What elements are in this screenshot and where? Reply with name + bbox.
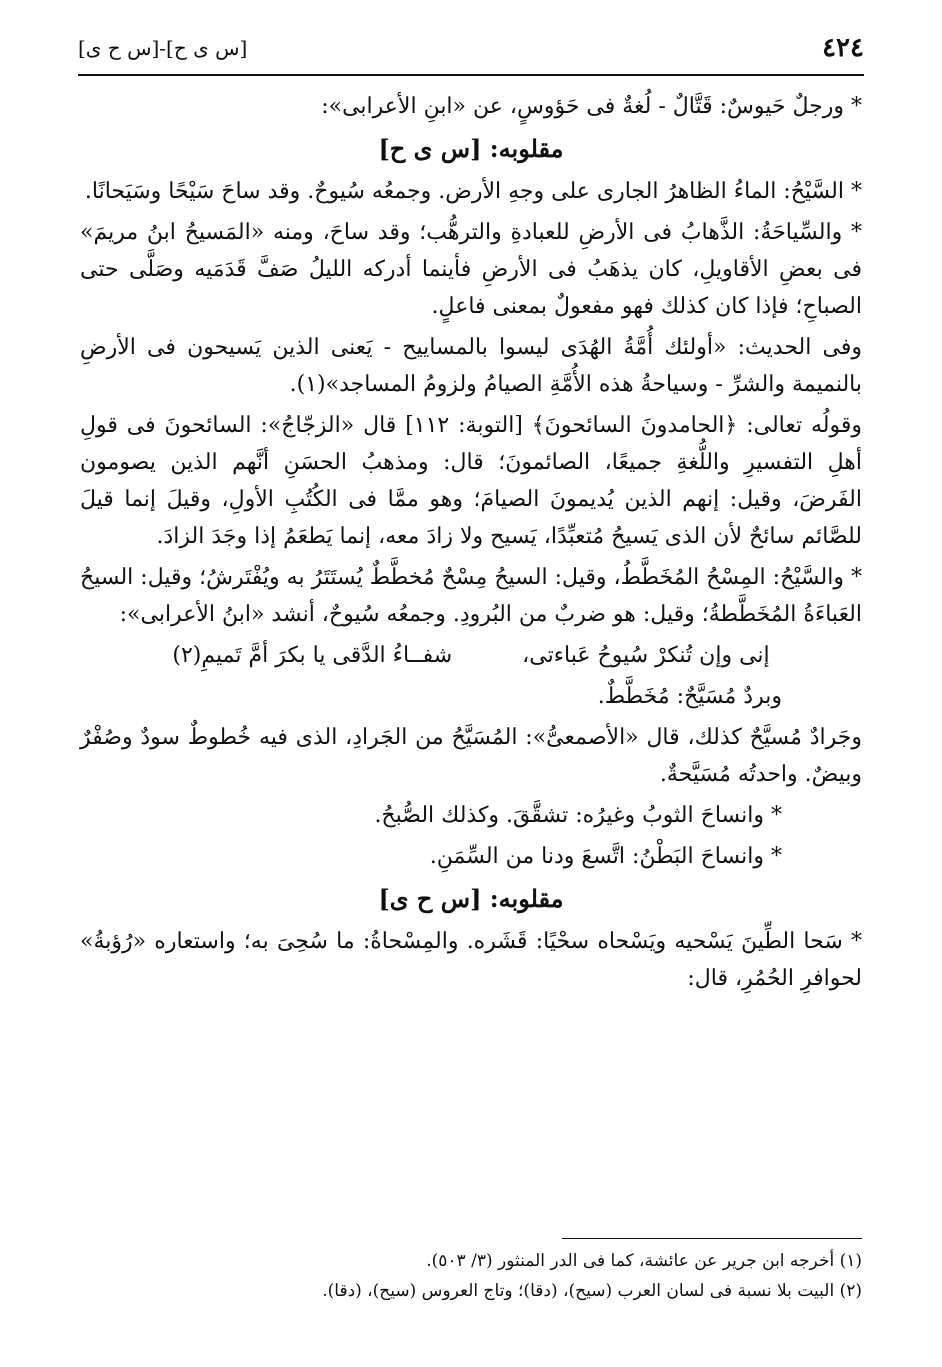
paragraph: * السَّيْحُ: الماءُ الظاهرُ الجارى على وجهِ الأرض. وجمعُه سُيوحٌ. وقد ساحَ سَيْحًا وسَيَحانًا. [84,179,862,204]
paragraph: وفى الحديث: «أولئك أُمَّةُ الهُدَى ليسوا بالمساييح - يَعنى الذين يَسيحون فى الأرضِ بالنميمة والشرِّ - وسياحةُ هذه الأُمَّةِ الصيامُ ولزومُ المساجد»(١). [80,335,862,397]
page-number: ٤٢٤ [822,33,864,63]
running-head: [س ى ح]-[س ح ى] [78,36,248,60]
footnote: (١) أخرجه ابن جرير عن عائشة، كما فى الدر المنثور (٣/ ٥٠٣). [426,1251,862,1271]
paragraph: * ورجلٌ حَيوسٌ: قَتَّالٌ - لُغةٌ فى حَؤوسٍ، عن «ابنِ الأعرابى»: [321,94,862,119]
footnote: (٢) البيت بلا نسبة فى لسان العرب (سيح)، (دقا)؛ وتاج العروس (سيح)، (دقا). [322,1281,862,1301]
paragraph: * والسِّياحَةُ: الذَّهابُ فى الأرضِ للعبادةِ والترهُّب؛ وقد ساحَ، ومنه «المَسيحُ ابنُ مريمَ» فى بعضِ الأقاويلِ، كان يذهَبُ فى الأرضِ فأينما أدركه الليلُ صَفَّ قَدَمَيه وصَلَّى حتى الصباحِ؛ فإذا كان كذلك فهو مفعولٌ بمعنى فاعلٍ. [80,220,862,319]
footnotes [80,1246,862,1306]
paragraph: * سَحا الطِّينَ يَسْحيه ويَسْحاه سحْيًا: قَشَره. والمِسْحاةُ: ما سُحِىَ به؛ واستعاره «رُؤبةُ» لحوافرِ الحُمُرِ، قال: [80,929,862,991]
footnote-divider [562,1238,862,1239]
paragraph: وبردٌ مُسَيَّحٌ: مُخَطَّطٌ. [597,684,782,709]
main-text [80,88,862,1001]
section-heading: مقلوبه: [س ى ح] [378,134,564,163]
poetry-verse [80,637,862,674]
paragraph: وقولُه تعالى: ﴿الحامدونَ السائحونَ﴾ [التوبة: ١١٢] قال «الزجّاجُ»: السائحونَ فى قولِ أهلِ التفسيرِ واللُّغةِ جميعًا، الصائمونَ؛ قال: ومذهبُ الحسَنِ أنَّهم الذين يصومون الفَرضَ، وقيل: إنهم الذين يُديمونَ الصيامَ؛ وهو ممَّا فى الكُتُبِ الأولِ، وقيلَ إنما قيلَ للصَّائم سائحٌ لأن الذى يَسيحُ مُتعبِّدًا، يَسيح ولا زادَ معه، إنما يَطعَمُ إذا وجَدَ الزادَ. [80,413,862,549]
paragraph: * وانساحَ الثوبُ وغيرُه: تشقَّقَ. وكذلك الصُّبحُ. [374,803,782,828]
page-header [78,28,864,68]
paragraph: * وانساحَ البَطْنُ: اتَّسعَ ودنا من السِّمَنِ. [429,844,782,869]
verse-second-hemistich: شفــاءُ الدَّقى يا بكرَ أمَّ تَميمِ(٢) [172,643,453,668]
header-divider [78,74,864,76]
paragraph: * والسَّيْحُ: المِسْحُ المُخَطَّطُ، وقيل: السيحُ مِسْحٌ مُخطَّطٌ يُستَتَرُ به ويُفْتَرشُ؛ وقيل: السيحُ العَباءَةُ المُخَطَّطةُ؛ وقيل: هو ضربٌ من البُرودِ. وجمعُه سُيوحٌ، أنشد «ابنُ الأعرابى»: [80,565,862,627]
paragraph: وجَرادٌ مُسيَّحٌ كذلك، قال «الأصمعىُّ»: المُسَيَّحُ من الجَرادِ، الذى فيه خُطوطٌ سودٌ وصُفْرٌ وبيضٌ. واحدتُه مُسَيَّحةٌ. [80,725,862,787]
verse-first-hemistich: إنى وإن تُنكرْ سُيوحُ عَباءتى، [522,643,770,668]
section-heading: مقلوبه: [س ح ى] [378,884,564,913]
